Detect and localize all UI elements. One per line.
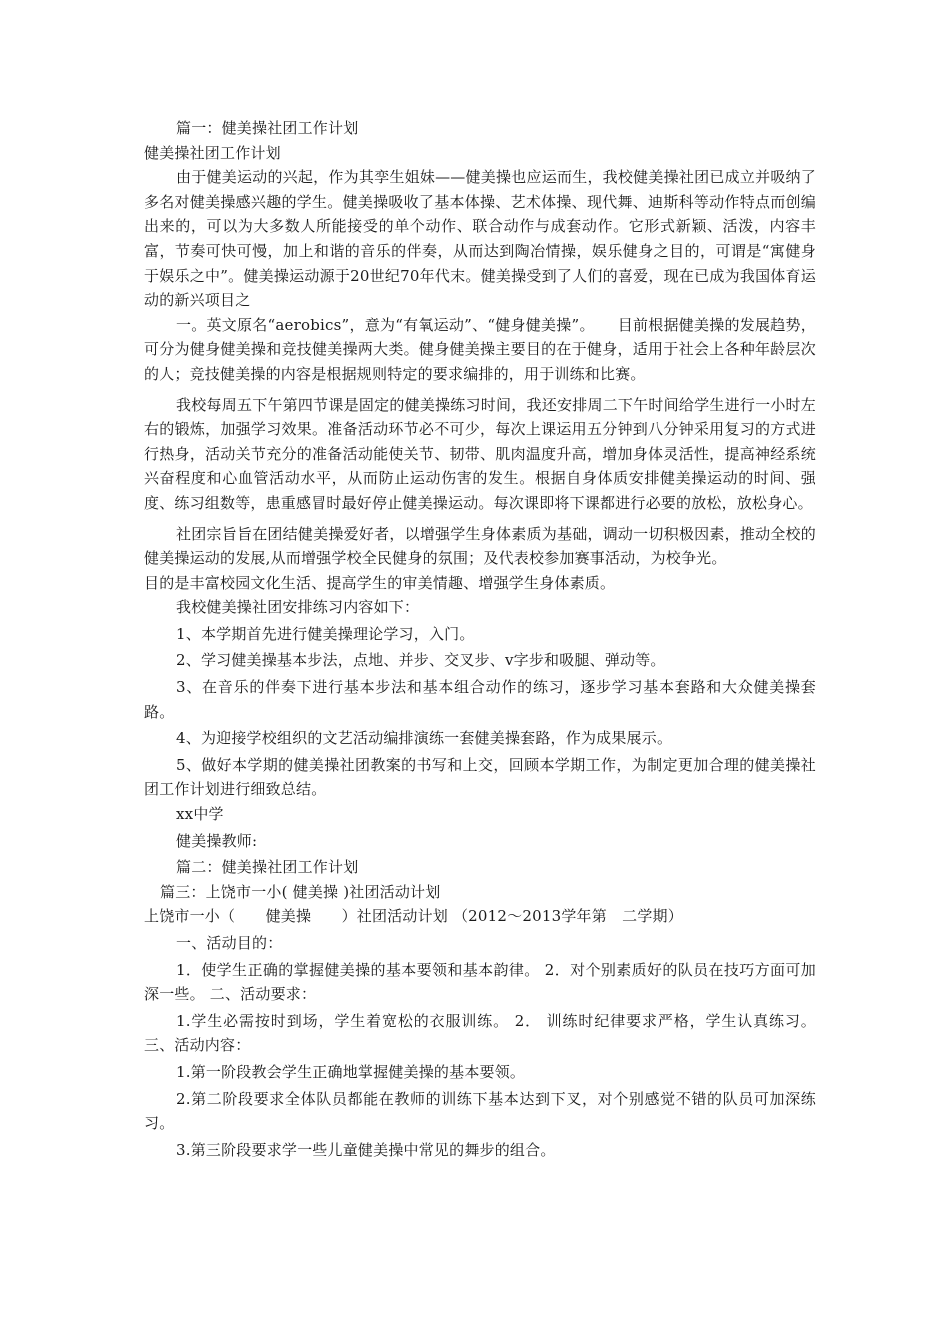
paragraph-content-intro: 我校健美操社团安排练习内容如下： — [176, 598, 420, 617]
list-item: 4、为迎接学校组织的文艺活动编排演练一套健美操套路，作为成果展示。 — [176, 729, 673, 748]
title-part-three: 上饶市一小（ 健美操 ）社团活动计划 （2012～2013学年第 二学期） — [144, 907, 683, 926]
stage-two: 2.第二阶段要求全体队员都能在教师的训练下基本达到下叉，对个别感觉不错的队员可加深练习。 — [144, 1089, 816, 1133]
title-part-one: 健美操社团工作计划 — [144, 143, 281, 162]
heading-part-two: 篇二：健美操社团工作计划 — [176, 858, 359, 877]
section-activity-goal-body: 1．使学生正确的掌握健美操的基本要领和基本韵律。 2．对个别素质好的队员在技巧方面可加深一些。 二、活动要求： — [144, 960, 816, 1004]
section-activity-requirements-body: 1.学生必需按时到场，学生着宽松的衣服训练。 2． 训练时纪律要求严格，学生认真练习。 三、活动内容： — [144, 1011, 816, 1055]
paragraph-purpose: 社团宗旨旨在团结健美操爱好者，以增强学生身体素质为基础，调动一切积极因素，推动全校的健美操运动的发展,从而增强学校全民健身的氛围；及代表校参加赛事活动，为校争光。 — [144, 524, 816, 568]
stage-one: 1.第一阶段教会学生正确地掌握健美操的基本要领。 — [176, 1062, 526, 1081]
heading-part-three: 篇三：上饶市一小( 健美操 )社团活动计划 — [160, 882, 441, 901]
paragraph-goal: 目的是丰富校园文化生活、提高学生的审美情趣、增强学生身体素质。 — [144, 573, 616, 592]
section-activity-goal: 一、活动目的： — [176, 934, 283, 952]
list-item: 2、学习健美操基本步法，点地、并步、交叉步、v字步和吸腿、弹动等。 — [176, 651, 666, 670]
paragraph-aerobics: 一。英文原名“aerobics”，意为“有氧运动”、“健身健美操”。 目前根据健美操的发展趋势，可分为健身健美操和竞技健美操两大类。健身健美操主要目的在于健身，适用于社会上各种年龄层次的人；竞技健美操的内容是根据规则特定的要求编排的，用于训练和比赛。 — [144, 315, 816, 383]
document-body — [144, 116, 816, 1162]
heading-part-one: 篇一：健美操社团工作计划 — [176, 119, 359, 137]
list-item: 1、本学期首先进行健美操理论学习，入门。 — [176, 624, 475, 643]
list-item: 5、做好本学期的健美操社团教案的书写和上交，回顾本学期工作，为制定更加合理的健美操社团工作计划进行细致总结。 — [144, 755, 816, 799]
stage-three: 3.第三阶段要求学一些儿童健美操中常见的舞步的组合。 — [176, 1140, 556, 1159]
list-item: 3、在音乐的伴奏下进行基本步法和基本组合动作的练习，逐步学习基本套路和大众健美操套路。 — [144, 678, 816, 721]
school-name: xx中学 — [176, 805, 224, 824]
paragraph-intro: 由于健美运动的兴起，作为其孪生姐妹——健美操也应运而生，我校健美操社团已成立并吸纳了多名对健美操感兴趣的学生。健美操吸收了基本体操、艺术体操、现代舞、迪斯科等动作特点而创编出来的，可以为大多数人所能接受的单个动作、联合动作与成套动作。它形式新颖、活泼，内容丰富，节奏可快可慢，加上和谐的音乐的伴奏，从而达到陶冶情操，娱乐健身之目的，可谓是“寓健身于娱乐之中”。健美操运动源于20世纪70年代末。健美操受到了人们的喜爱，现在已成为我国体育运动的新兴项目之 — [144, 168, 816, 310]
paragraph-schedule: 我校每周五下午第四节课是固定的健美操练习时间，我还安排周二下午时间给学生进行一小时左右的锻炼，加强学习效果。准备活动环节必不可少，每次上课运用五分钟到八分钟采用复习的方式进行热身，活动关节充分的准备活动能使关节、韧带、肌肉温度升高，增加身体灵活性，提高神经系统兴奋程度和心血管活动水平，从而防止运动伤害的发生。根据自身体质安排健美操运动的时间、强度、练习组数等，患重感冒时最好停止健美操运动。每次课即将下课都进行必要的放松，放松身心。 — [144, 395, 816, 512]
teacher-line: 健美操教师: — [176, 831, 258, 850]
